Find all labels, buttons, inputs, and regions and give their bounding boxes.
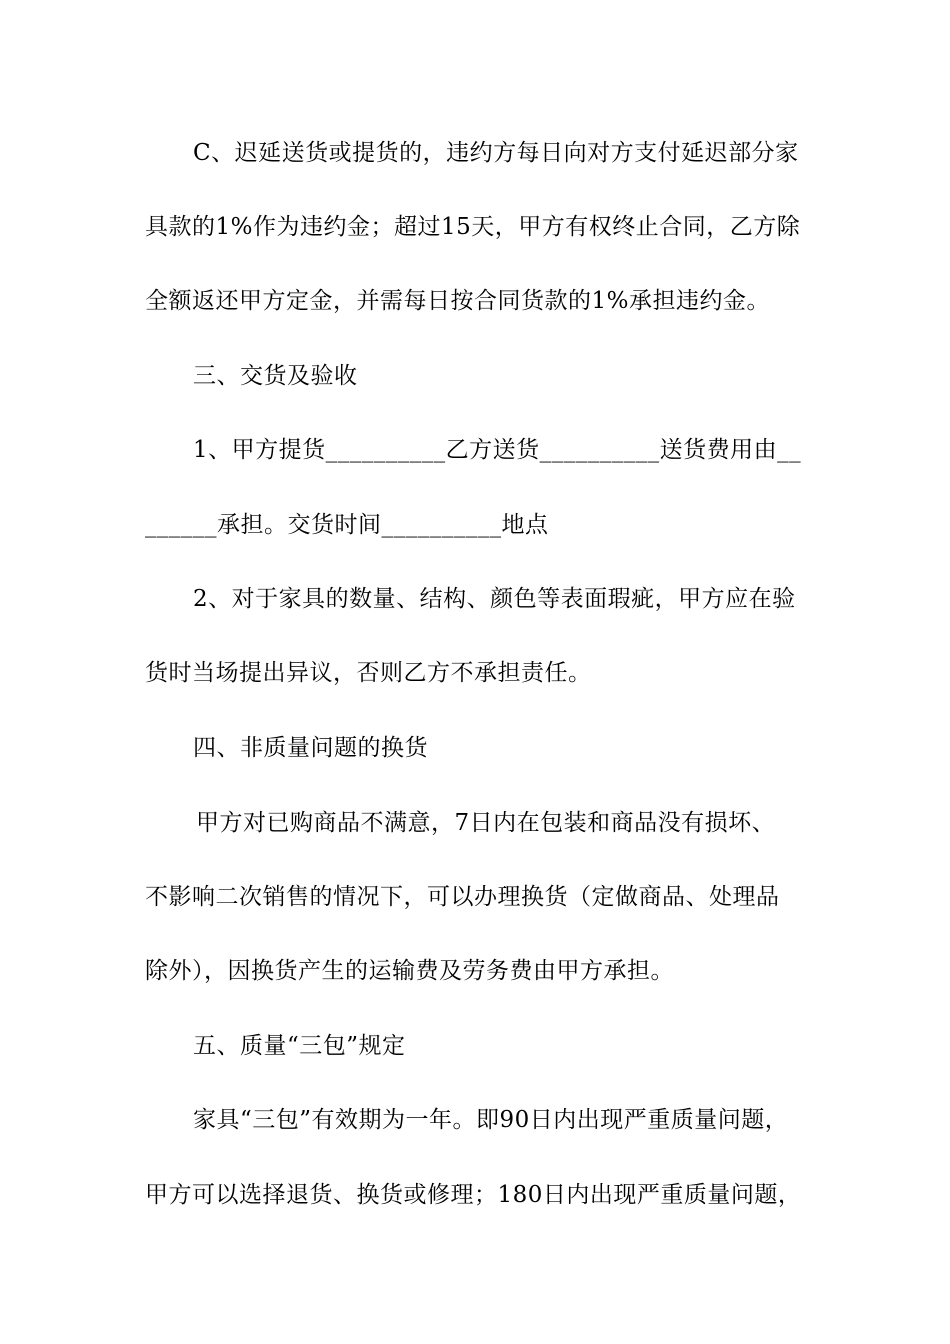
paragraph-line-5: 1、甲方提货__________乙方送货__________送货费用由__ [193,437,802,463]
paragraph-line-14: 家具“三包”有效期为一年。即90日内出现严重质量问题， [193,1107,789,1133]
paragraph-line-11: 不影响二次销售的情况下，可以办理换货（定做商品、处理品 [145,884,780,910]
paragraph-line-1: C、迟延送货或提货的，违约方每日向对方支付延迟部分家 [193,140,799,166]
paragraph-line-10: 甲方对已购商品不满意，7日内在包装和商品没有损坏、 [196,810,776,836]
paragraph-line-15: 甲方可以选择退货、换货或修理；180日内出现严重质量问题， [145,1182,802,1208]
paragraph-line-8: 货时当场提出异议，否则乙方不承担责任。 [145,660,592,686]
paragraph-line-7: 2、对于家具的数量、结构、颜色等表面瑕疵，甲方应在验 [193,586,796,612]
section-heading-warranty: 五、质量“三包”规定 [193,1033,406,1059]
paragraph-line-12: 除外），因换货产生的运输费及劳务费由甲方承担。 [145,958,674,984]
paragraph-line-2: 具款的1%作为违约金；超过15天，甲方有权终止合同，乙方除 [145,214,801,240]
section-heading-exchange: 四、非质量问题的换货 [193,735,428,761]
section-heading-delivery: 三、交货及验收 [193,363,358,389]
paragraph-line-3: 全额返还甲方定金，并需每日按合同货款的1%承担违约金。 [145,288,770,314]
paragraph-line-6: ______承担。交货时间__________地点 [145,512,549,538]
